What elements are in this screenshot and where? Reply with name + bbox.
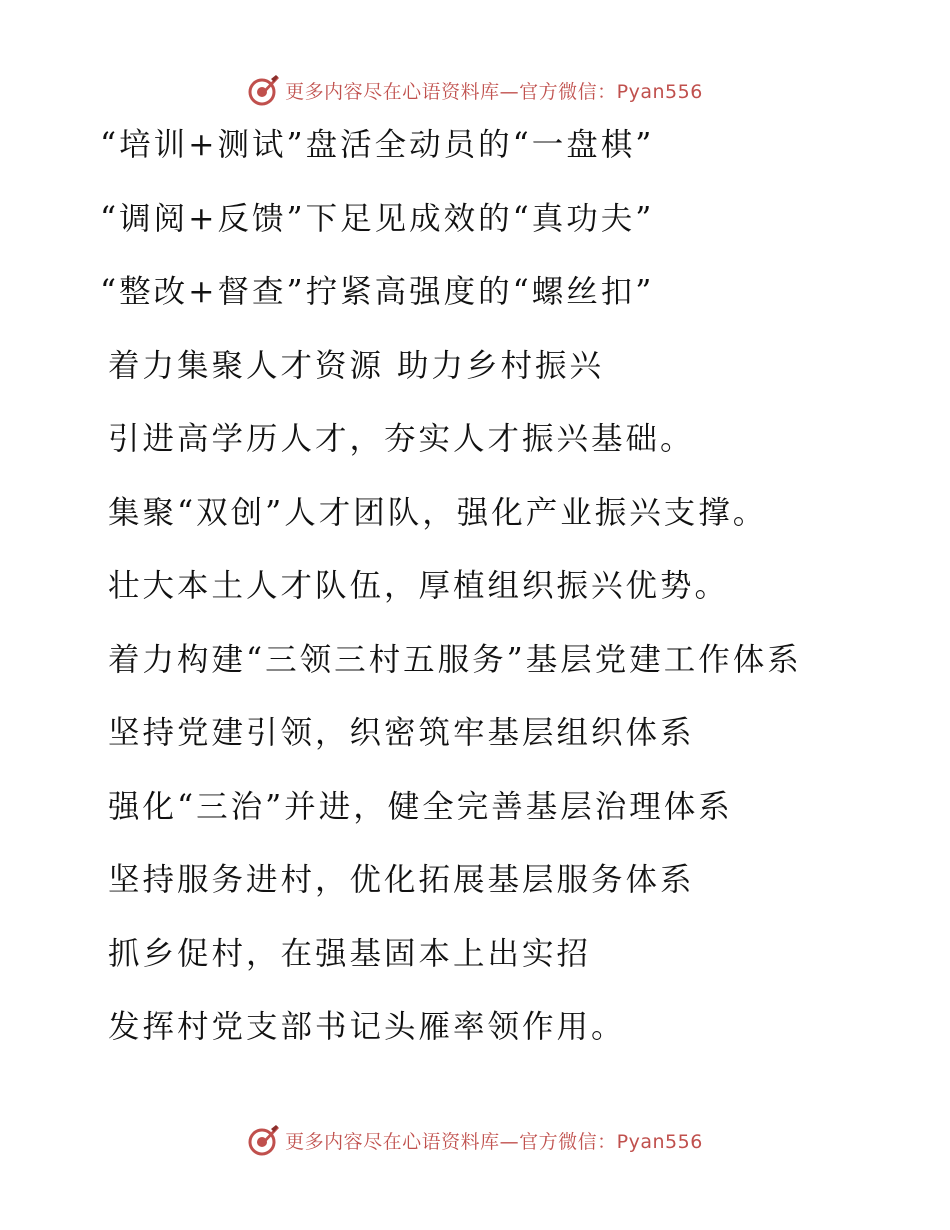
document-line: “整改+督查”拧紧高强度的“螺丝扣” (100, 274, 655, 310)
watermark-text: 更多内容尽在心语资料库—官方微信：Pyan556 (285, 80, 703, 103)
watermark-text: 更多内容尽在心语资料库—官方微信：Pyan556 (285, 1130, 703, 1153)
watermark-footer (0, 1120, 950, 1160)
quill-pen-logo-icon (247, 1123, 281, 1157)
document-line: 着力构建“三领三村五服务”基层党建工作体系 (108, 641, 802, 678)
document-line: 坚持党建引领，织密筑牢基层组织体系 (108, 715, 695, 751)
document-line: 引进高学历人才，夯实人才振兴基础。 (108, 421, 695, 457)
document-line: 发挥村党支部书记头雁率领作用。 (108, 1009, 626, 1045)
document-body (100, 121, 928, 1077)
document-line: 着力集聚人才资源 助力乡村振兴 (108, 347, 605, 384)
document-line: 强化“三治”并进，健全完善基层治理体系 (108, 788, 733, 825)
document-line: 坚持服务进村，优化拓展基层服务体系 (108, 862, 695, 898)
quill-pen-logo-icon (247, 73, 281, 107)
watermark-header (0, 70, 950, 110)
document-line: 集聚“双创”人才团队，强化产业振兴支撑。 (108, 494, 768, 531)
document-line: 抓乡促村，在强基固本上出实招 (108, 935, 592, 972)
document-line: “调阅+反馈”下足见成效的“真功夫” (100, 200, 655, 237)
document-line: “培训+测试”盘活全动员的“一盘棋” (100, 127, 655, 163)
document-line: 壮大本土人才队伍，厚植组织振兴优势。 (108, 568, 730, 604)
